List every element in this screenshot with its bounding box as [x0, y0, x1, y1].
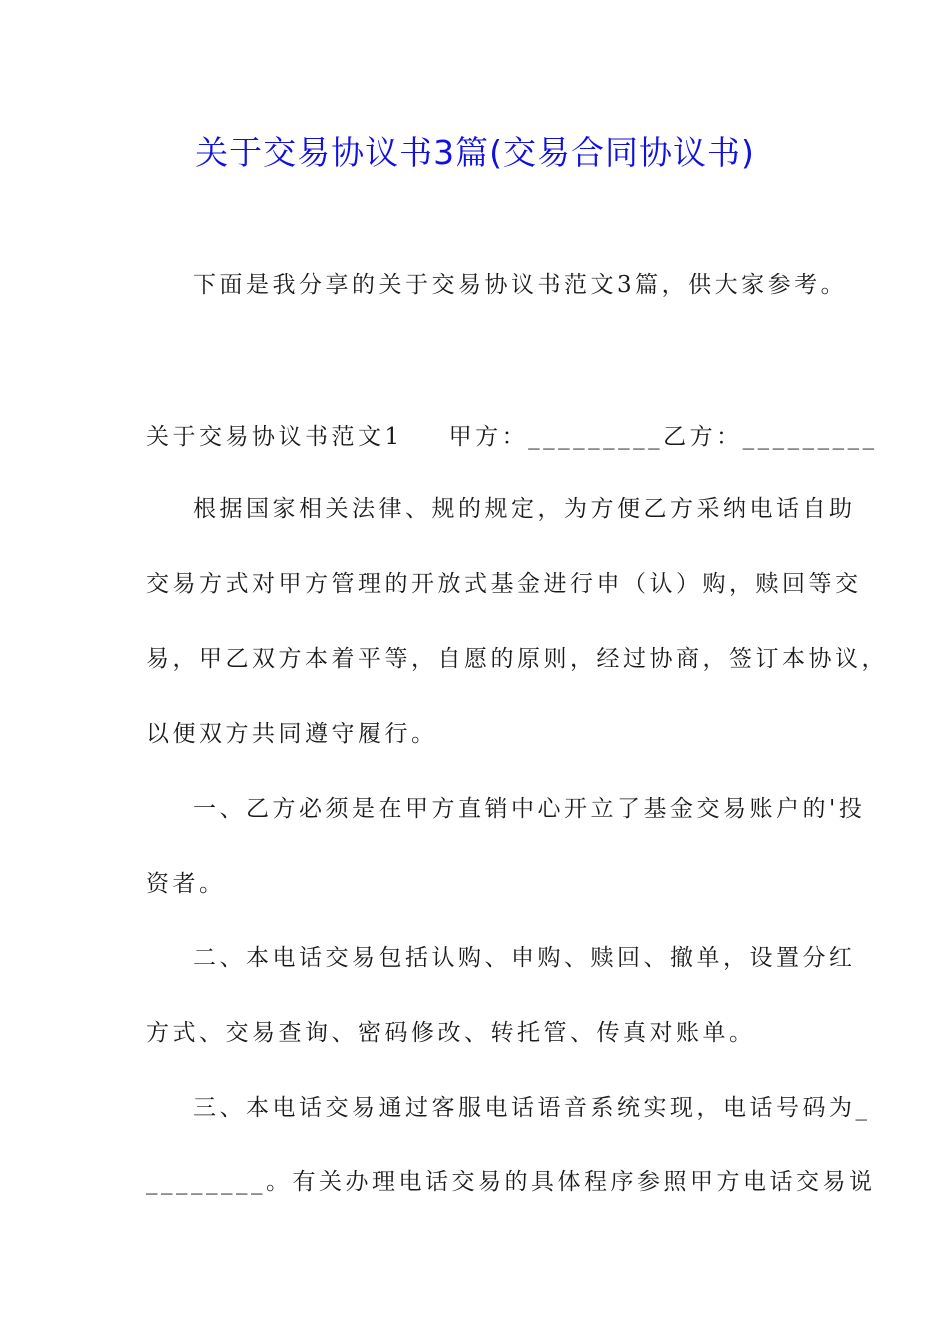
- paragraph-line: 资者。: [146, 871, 226, 897]
- paragraph-line: 三、本电话交易通过客服电话语音系统实现，电话号码为_: [193, 1095, 871, 1121]
- section-heading: 关于交易协议书范文1: [146, 424, 403, 450]
- paragraph-line: 以便双方共同遵守履行。: [146, 721, 438, 747]
- section-heading-line: [146, 420, 878, 454]
- paragraph-line: ________。有关办理电话交易的具体程序参照甲方电话交易说: [146, 1169, 876, 1195]
- paragraph-line: 交易方式对甲方管理的开放式基金进行申（认）购，赎回等交: [146, 571, 862, 597]
- document-title: 关于交易协议书3篇(交易合同协议书): [195, 133, 755, 172]
- paragraph-line: 方式、交易查询、密码修改、转托管、传真对账单。: [146, 1020, 756, 1046]
- paragraph-line: 根据国家相关法律、规的规定，为方便乙方采纳电话自助: [193, 496, 856, 522]
- paragraph-line: 二、本电话交易包括认购、申购、赎回、撤单，设置分红: [193, 945, 856, 971]
- intro-paragraph: 下面是我分享的关于交易协议书范文3篇，供大家参考。: [193, 272, 848, 298]
- parties-line: 甲方：_________乙方：_________: [448, 424, 878, 450]
- paragraph-line: 易，甲乙双方本着平等，自愿的原则，经过协商，签订本协议，: [146, 646, 888, 672]
- paragraph-line: 一、乙方必须是在甲方直销中心开立了基金交易账户的'投: [193, 796, 866, 822]
